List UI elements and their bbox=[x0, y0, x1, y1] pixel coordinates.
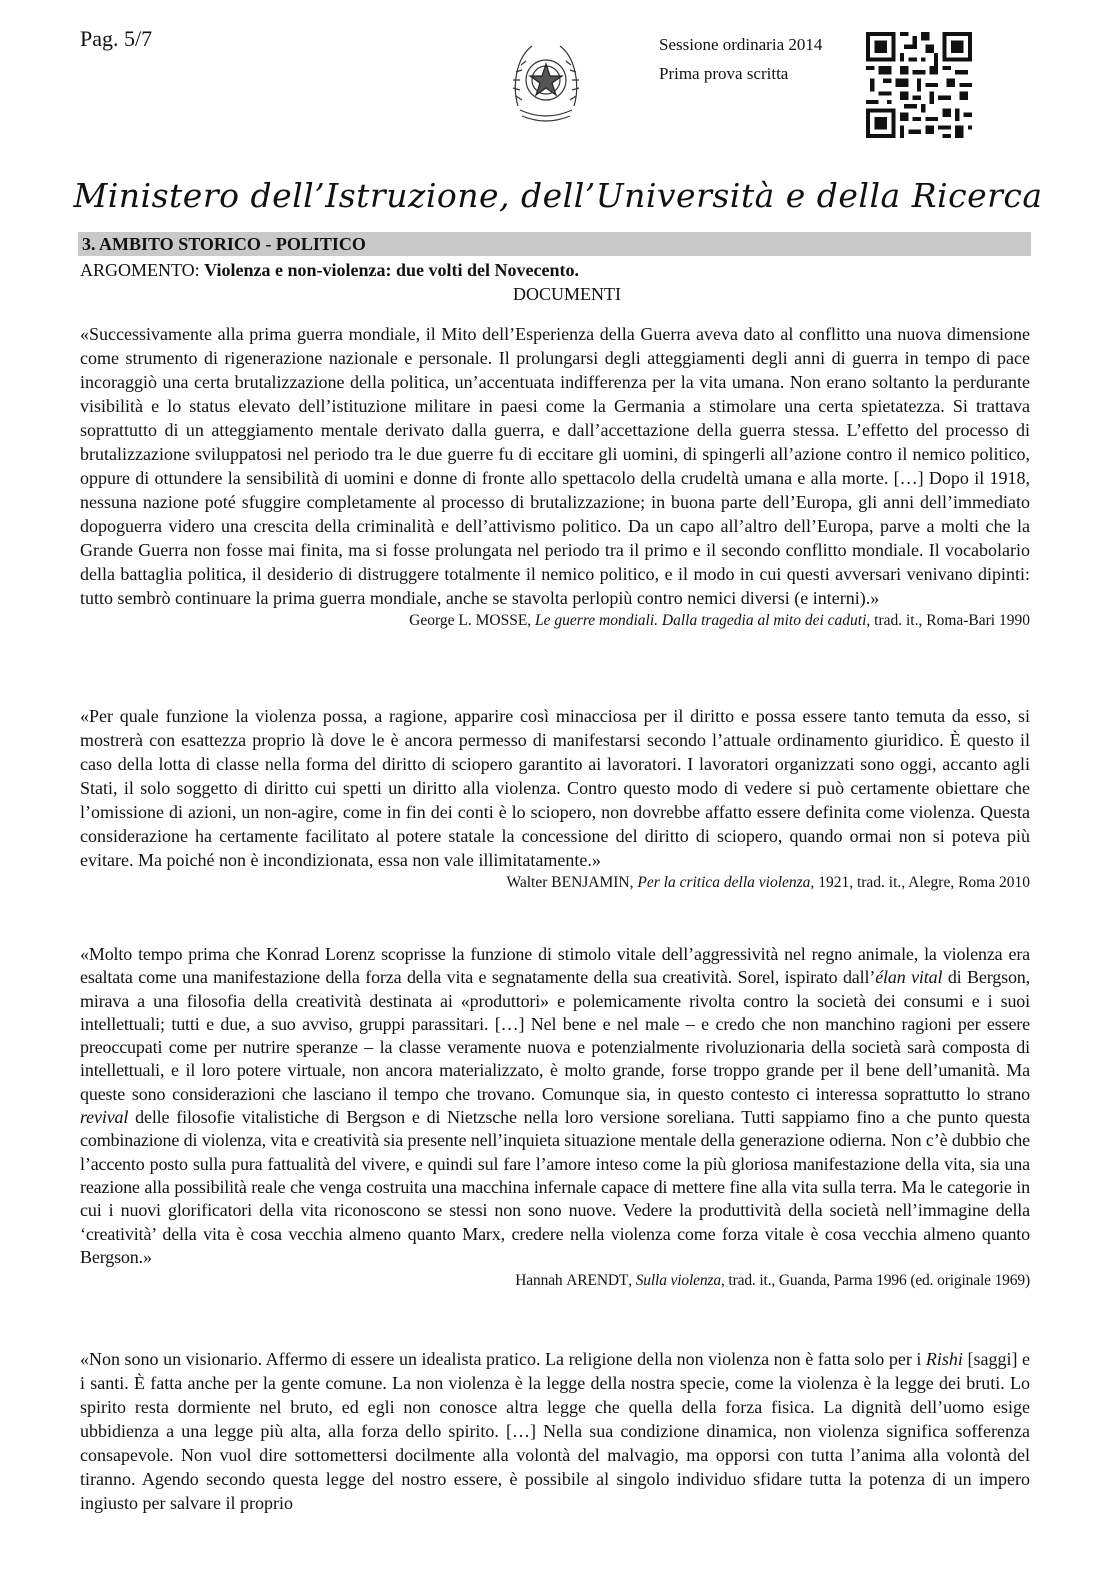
argomento-label: ARGOMENTO: bbox=[80, 260, 200, 280]
documenti-heading: DOCUMENTI bbox=[513, 284, 621, 304]
document-text: «Successivamente alla prima guerra mondiale, il Mito dell’Esperienza della Guerra aveva dato al conflitto una nuova dimensione come strumento di rigenerazione nazionale e personale. Il prolungarsi degli atteggiamenti degli anni di guerra in tempo di pace incoraggiò una certa brutalizzazione della politica, un’accentuata indifferenza per la vita umana. Non erano soltanto la perdurante visibilità e lo status elevato dell’istituzione militare in paesi come la Germania a stimolare una certa spietatezza. Si trattava soprattutto di un atteggiamento mentale derivato dalla guerra, e dall’accettazione della guerra stessa. L’effetto del processo di brutalizzazione sviluppatosi nel periodo tra le due guerre fu di eccitare gli uomini, di spingerli all’azione contro il nemico politico, oppure di ottundere la sensibilità di uomini e donne di fronte allo spettacolo della crudeltà umana e alla morte. […] Dopo il 1918, nessuna nazione poté sfuggire completamente al processo di brutalizzazione; in buona parte dell’Europa, gli anni dell’immediato dopoguerra videro una crescita della criminalità e dell’attivismo politico. Da un capo all’altro dell’Europa, parve a molti che la Grande Guerra non fosse mai finita, ma si fosse prolungata nel periodo tra il primo e il secondo conflitto mondiale. Il vocabolario della battaglia politica, il desiderio di distruggere totalmente il nemico politico, e il modo in cui questi avversari venivano dipinti: tutto sembrò continuare la prima guerra mondiale, anche se stavolta perlopiù contro nemici diversi (e interni).» bbox=[80, 324, 1030, 608]
qr-code-icon bbox=[866, 32, 972, 138]
document-text: «Per quale funzione la violenza possa, a ragione, apparire così minacciosa per il diritto e possa essere tanto temuta da esso, si mostrerà con esattezza proprio là dove le è ancora permesso di manifestarsi secondo l’attuale ordinamento giuridico. È questo il caso della lotta di classe nella forma del diritto di sciopero garantito ai lavoratori. I lavoratori organizzati sono oggi, accanto agli Stati, il solo soggetto di diritto cui spetti un diritto alla violenza. Contro questo modo di vedere si può certamente obiettare che l’omissione di azioni, un non-agire, come in fin dei conti è lo sciopero, non dovrebbe affatto essere definita come violenza. Questa considerazione ha certamente facilitato al potere statale la concessione del diritto di sciopero, quando ormai non si poteva più evitare. Ma poiché non è incondizionata, essa non vale illimitatamente.» bbox=[80, 706, 1030, 870]
document-gandhi bbox=[80, 1347, 1030, 1515]
document-mosse bbox=[80, 322, 1030, 632]
ministry-title: Ministero dell’Istruzione, dell’Università e della Ricerca bbox=[73, 176, 1043, 215]
argomento bbox=[80, 260, 579, 281]
session-info bbox=[659, 30, 822, 88]
session-label: Sessione ordinaria 2014 bbox=[659, 35, 823, 54]
argomento-text: Violenza e non-violenza: due volti del Novecento. bbox=[204, 260, 579, 280]
page-number: Pag. 5/7 bbox=[80, 26, 153, 51]
document-source: Hannah ARENDT, Sulla violenza, trad. it., Guanda, Parma 1996 (ed. originale 1969) bbox=[515, 1272, 1030, 1290]
section-title: 3. AMBITO STORICO - POLITICO bbox=[78, 232, 1031, 256]
document-text: «Non sono un visionario. Affermo di essere un idealista pratico. La religione della non violenza non è fatta solo per i Rishi [saggi] e i santi. È fatta anche per la gente comune. La non violenza è la legge della nostra specie, come la violenza è la legge dei bruti. Lo spirito resta dormiente nel bruto, ed egli non conosce altra legge che quella della forza fisica. La dignità dell’uomo esige ubbidienza a una legge più alta, alla forza dello spirito. […] Nella sua condizione dinamica, non violenza significa sofferenza consapevole. Non vuol dire sottomettersi docilmente alla volontà del malvagio, ma opporsi con tutta l’anima alla volontà del tiranno. Agendo secondo questa legge del nostro essere, è possibile al singolo individuo sfidare tutta la potenza di un impero ingiusto per salvare il proprio bbox=[80, 1349, 1031, 1513]
document-source: Walter BENJAMIN, Per la critica della violenza, 1921, trad. it., Alegre, Roma 2010 bbox=[506, 874, 1030, 891]
document-benjamin bbox=[80, 704, 1030, 894]
document-source: George L. MOSSE, Le guerre mondiali. Dalla tragedia al mito dei caduti, trad. it., Roma-Bari 1990 bbox=[409, 612, 1030, 629]
test-label: Prima prova scritta bbox=[659, 64, 789, 83]
italian-republic-emblem-icon bbox=[510, 36, 582, 126]
document-arendt bbox=[80, 943, 1030, 1292]
document-text: «Molto tempo prima che Konrad Lorenz scoprisse la funzione di stimolo vitale dell’aggressività nel regno animale, la violenza era esaltata come una manifestazione della forza della vita e segnatamente della sua creatività. Sorel, ispirato dall’élan vital di Bergson, mirava a una filosofia della creatività destinata ai «produttori» e polemicamente rivolta contro la società dei consumi e i suoi intellettuali; tutti e due, a suo avviso, gruppi parassitari. […] Nel bene e nel male – e credo che non manchino ragioni per essere preoccupati come per nutrire speranze – la classe veramente nuova e potenzialmente rivoluzionaria della società sarà composta di intellettuali, e il loro potere virtuale, non ancora materializzato, è molto grande, forse troppo grande per il bene dell’umanità. Ma queste sono considerazioni che lasciano il tempo che trovano. Comunque sia, in questo contesto ci interessa soprattutto lo strano revival delle filosofie vitalistiche di Bergson e di Nietzsche nella loro versione soreliana. Tutti sappiamo fino a che punto questa combinazione di violenza, vita e creatività sia presente nell’inquieta situazione mentale della generazione odierna. Non c’è dubbio che l’accento posto sulla pura fattualità del vivere, e quindi sul fare l’amore inteso come la più gloriosa manifestazione della vita, sia una reazione alla possibilità reale che venga costruita una macchina infernale capace di mettere fine alla vita sulla terra. Ma le categorie in cui i nuovi glorificatori della vita riconoscono se stessi non sono nuove. Vedere la produttività della società nell’immagine della ‘creatività’ della vita è cosa vecchia almeno quanto Marx, credere nella violenza come forza vitale è cosa vecchia almeno quanto Bergson.» bbox=[80, 944, 1031, 1267]
